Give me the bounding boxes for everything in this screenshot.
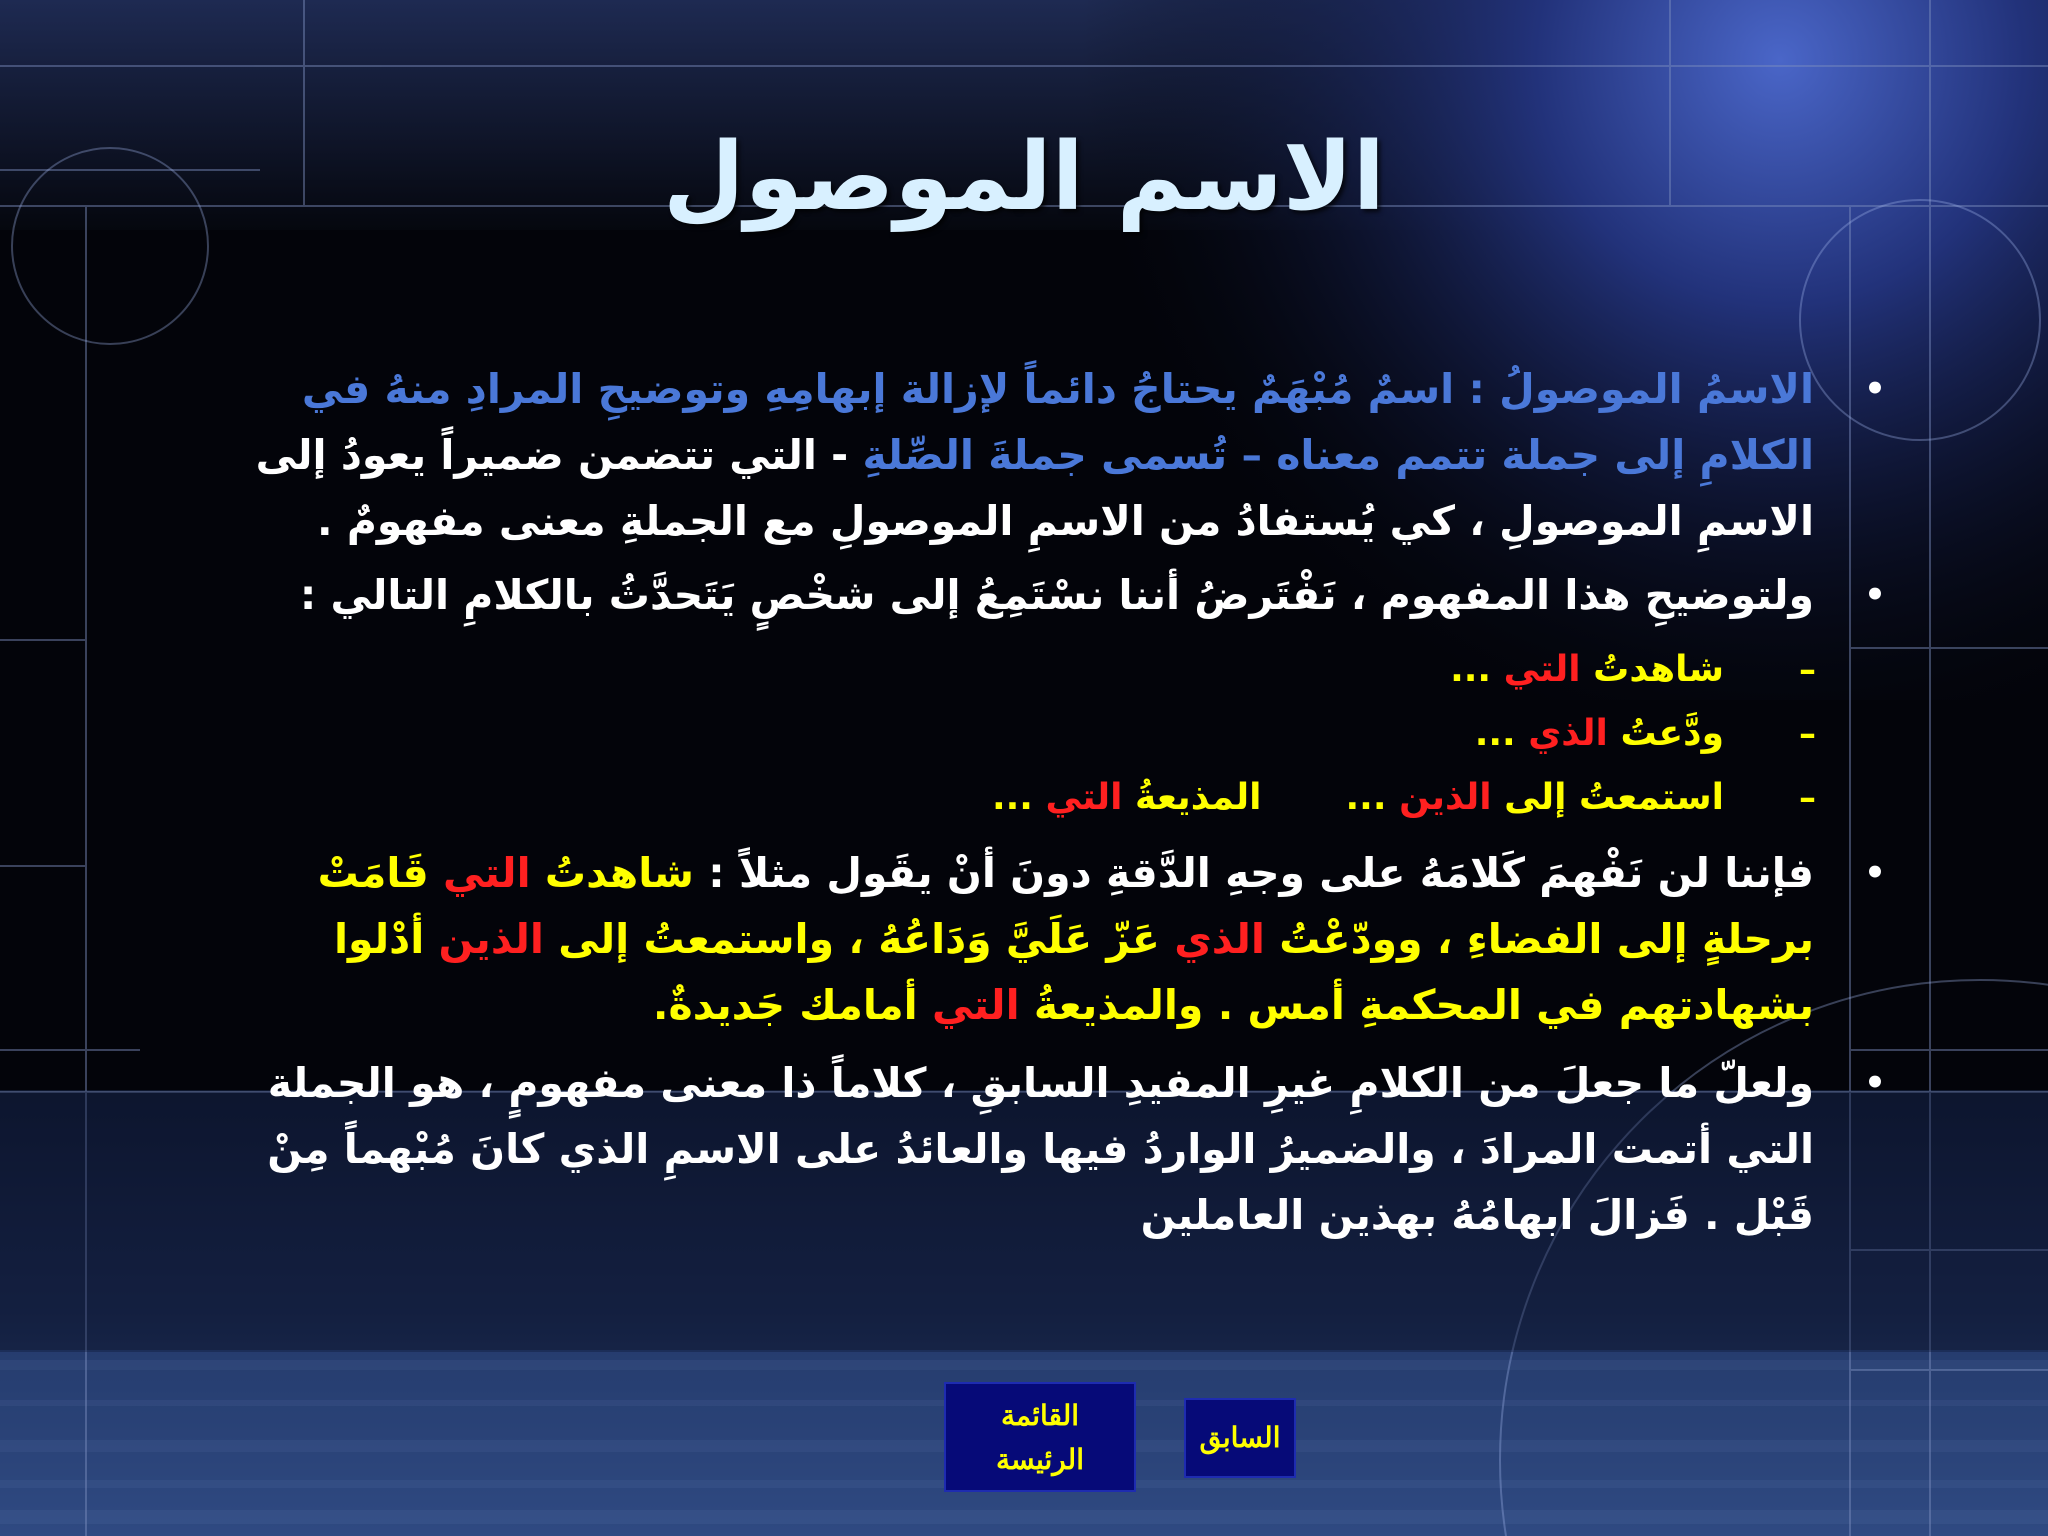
- sub-item-red: الذي: [1528, 713, 1608, 754]
- example-yellow-1: شاهدتُ: [530, 849, 694, 897]
- example-yellow-4: أدْلوا بشهادتهم في المحكمةِ أمس . والمذيعةُ: [334, 915, 1814, 1029]
- sub-item-yellow-2: المذيعةُ: [1122, 777, 1262, 818]
- example-red-4: التي: [931, 981, 1020, 1029]
- main-menu-label-line2: الرئيسة: [996, 1443, 1084, 1476]
- example-yellow-2: قَامَتْ برحلةٍ إلى الفضاءِ ، وودّعْتُ: [317, 849, 1814, 963]
- sub-item-red: الذين: [1399, 777, 1492, 818]
- paragraph-full-example: [214, 840, 1886, 1038]
- example-red-3: الذين: [438, 915, 544, 963]
- sub-item-1: [324, 638, 1816, 702]
- sub-item-tail-2: ...: [991, 777, 1046, 818]
- sub-item-3: [324, 766, 1816, 830]
- conclusion-text: ولعلّ ما جعلَ من الكلامِ غيرِ المفيدِ السابقِ ، كلاماً ذا معنى مفهومٍ ، هو الجملة التي أتمت المرادَ ، والضميرُ الواردُ فيها والعائدُ على الاسمِ الذي كانَ مُبْهماً مِنْ قَبْل . فَزالَ ابهامُهُ بهذين العاملين: [267, 1059, 1814, 1239]
- dash: –: [1799, 650, 1816, 690]
- slide-content: [190, 356, 1886, 1248]
- example-yellow-3: عَزّ عَلَيَّ وَدَاعُهُ ، واستمعتُ إلى: [543, 915, 1175, 963]
- previous-button[interactable]: [1184, 1398, 1296, 1478]
- example-red-2: الذي: [1174, 915, 1265, 963]
- paragraph-conclusion: [214, 1050, 1886, 1248]
- definition-blue-text: الاسمُ الموصولُ : اسمٌ مُبْهَمٌ يحتاجُ دائماً لإزالة إبهامِهِ وتوضيحِ المرادِ منهُ في الكلامِ إلى جملة تتمم معناه – تُسمى جملةَ الصِّلةِ: [301, 365, 1814, 479]
- example-white-text: فإننا لن نَفْهمَ كَلامَهُ على وجهِ الدَّقةِ دونَ أنْ يقَول مثلاً :: [693, 849, 1814, 897]
- main-menu-label-line1: القائمة: [1001, 1399, 1079, 1432]
- definition-white-text: - التي تتضمن ضميراً يعودُ إلى الاسمِ الموصولِ ، كي يُستفادُ من الاسمِ الموصولِ مع الجملةِ معنى مفهومٌ .: [255, 431, 1814, 545]
- sub-item-yellow: شاهدتُ: [1580, 649, 1724, 690]
- bullet: •: [1864, 853, 1886, 893]
- sub-item-yellow: استمعتُ إلى: [1491, 777, 1724, 818]
- example-yellow-5: أمامك جَديدةٌ.: [652, 981, 932, 1029]
- previous-label: السابق: [1199, 1421, 1281, 1454]
- sub-item-red: التي: [1503, 649, 1581, 690]
- sub-item-tail: ...: [1450, 649, 1504, 690]
- main-menu-button[interactable]: [944, 1382, 1136, 1492]
- bullet: •: [1864, 369, 1886, 409]
- sub-item-tail: ...: [1474, 713, 1529, 754]
- dash: –: [1799, 714, 1816, 754]
- slide-title: الاسم الموصول: [663, 123, 1385, 232]
- example-red-1: التي: [442, 849, 531, 897]
- sub-item-2: [324, 702, 1816, 766]
- example-intro-text: ولتوضيحِ هذا المفهوم ، نَفْتَرضُ أننا نسْتَمِعُ إلى شخْصٍ يَتَحدَّثُ بالكلامِ التالي :: [299, 571, 1814, 619]
- sub-item-yellow: ودَّعتُ: [1607, 713, 1724, 754]
- bullet: •: [1864, 1063, 1886, 1103]
- paragraph-definition: [214, 356, 1886, 554]
- dash: –: [1799, 778, 1816, 818]
- paragraph-example-intro: [214, 562, 1886, 628]
- sub-item-red-2: التي: [1045, 777, 1123, 818]
- sub-item-tail: ...: [1345, 777, 1400, 818]
- bullet: •: [1864, 575, 1886, 615]
